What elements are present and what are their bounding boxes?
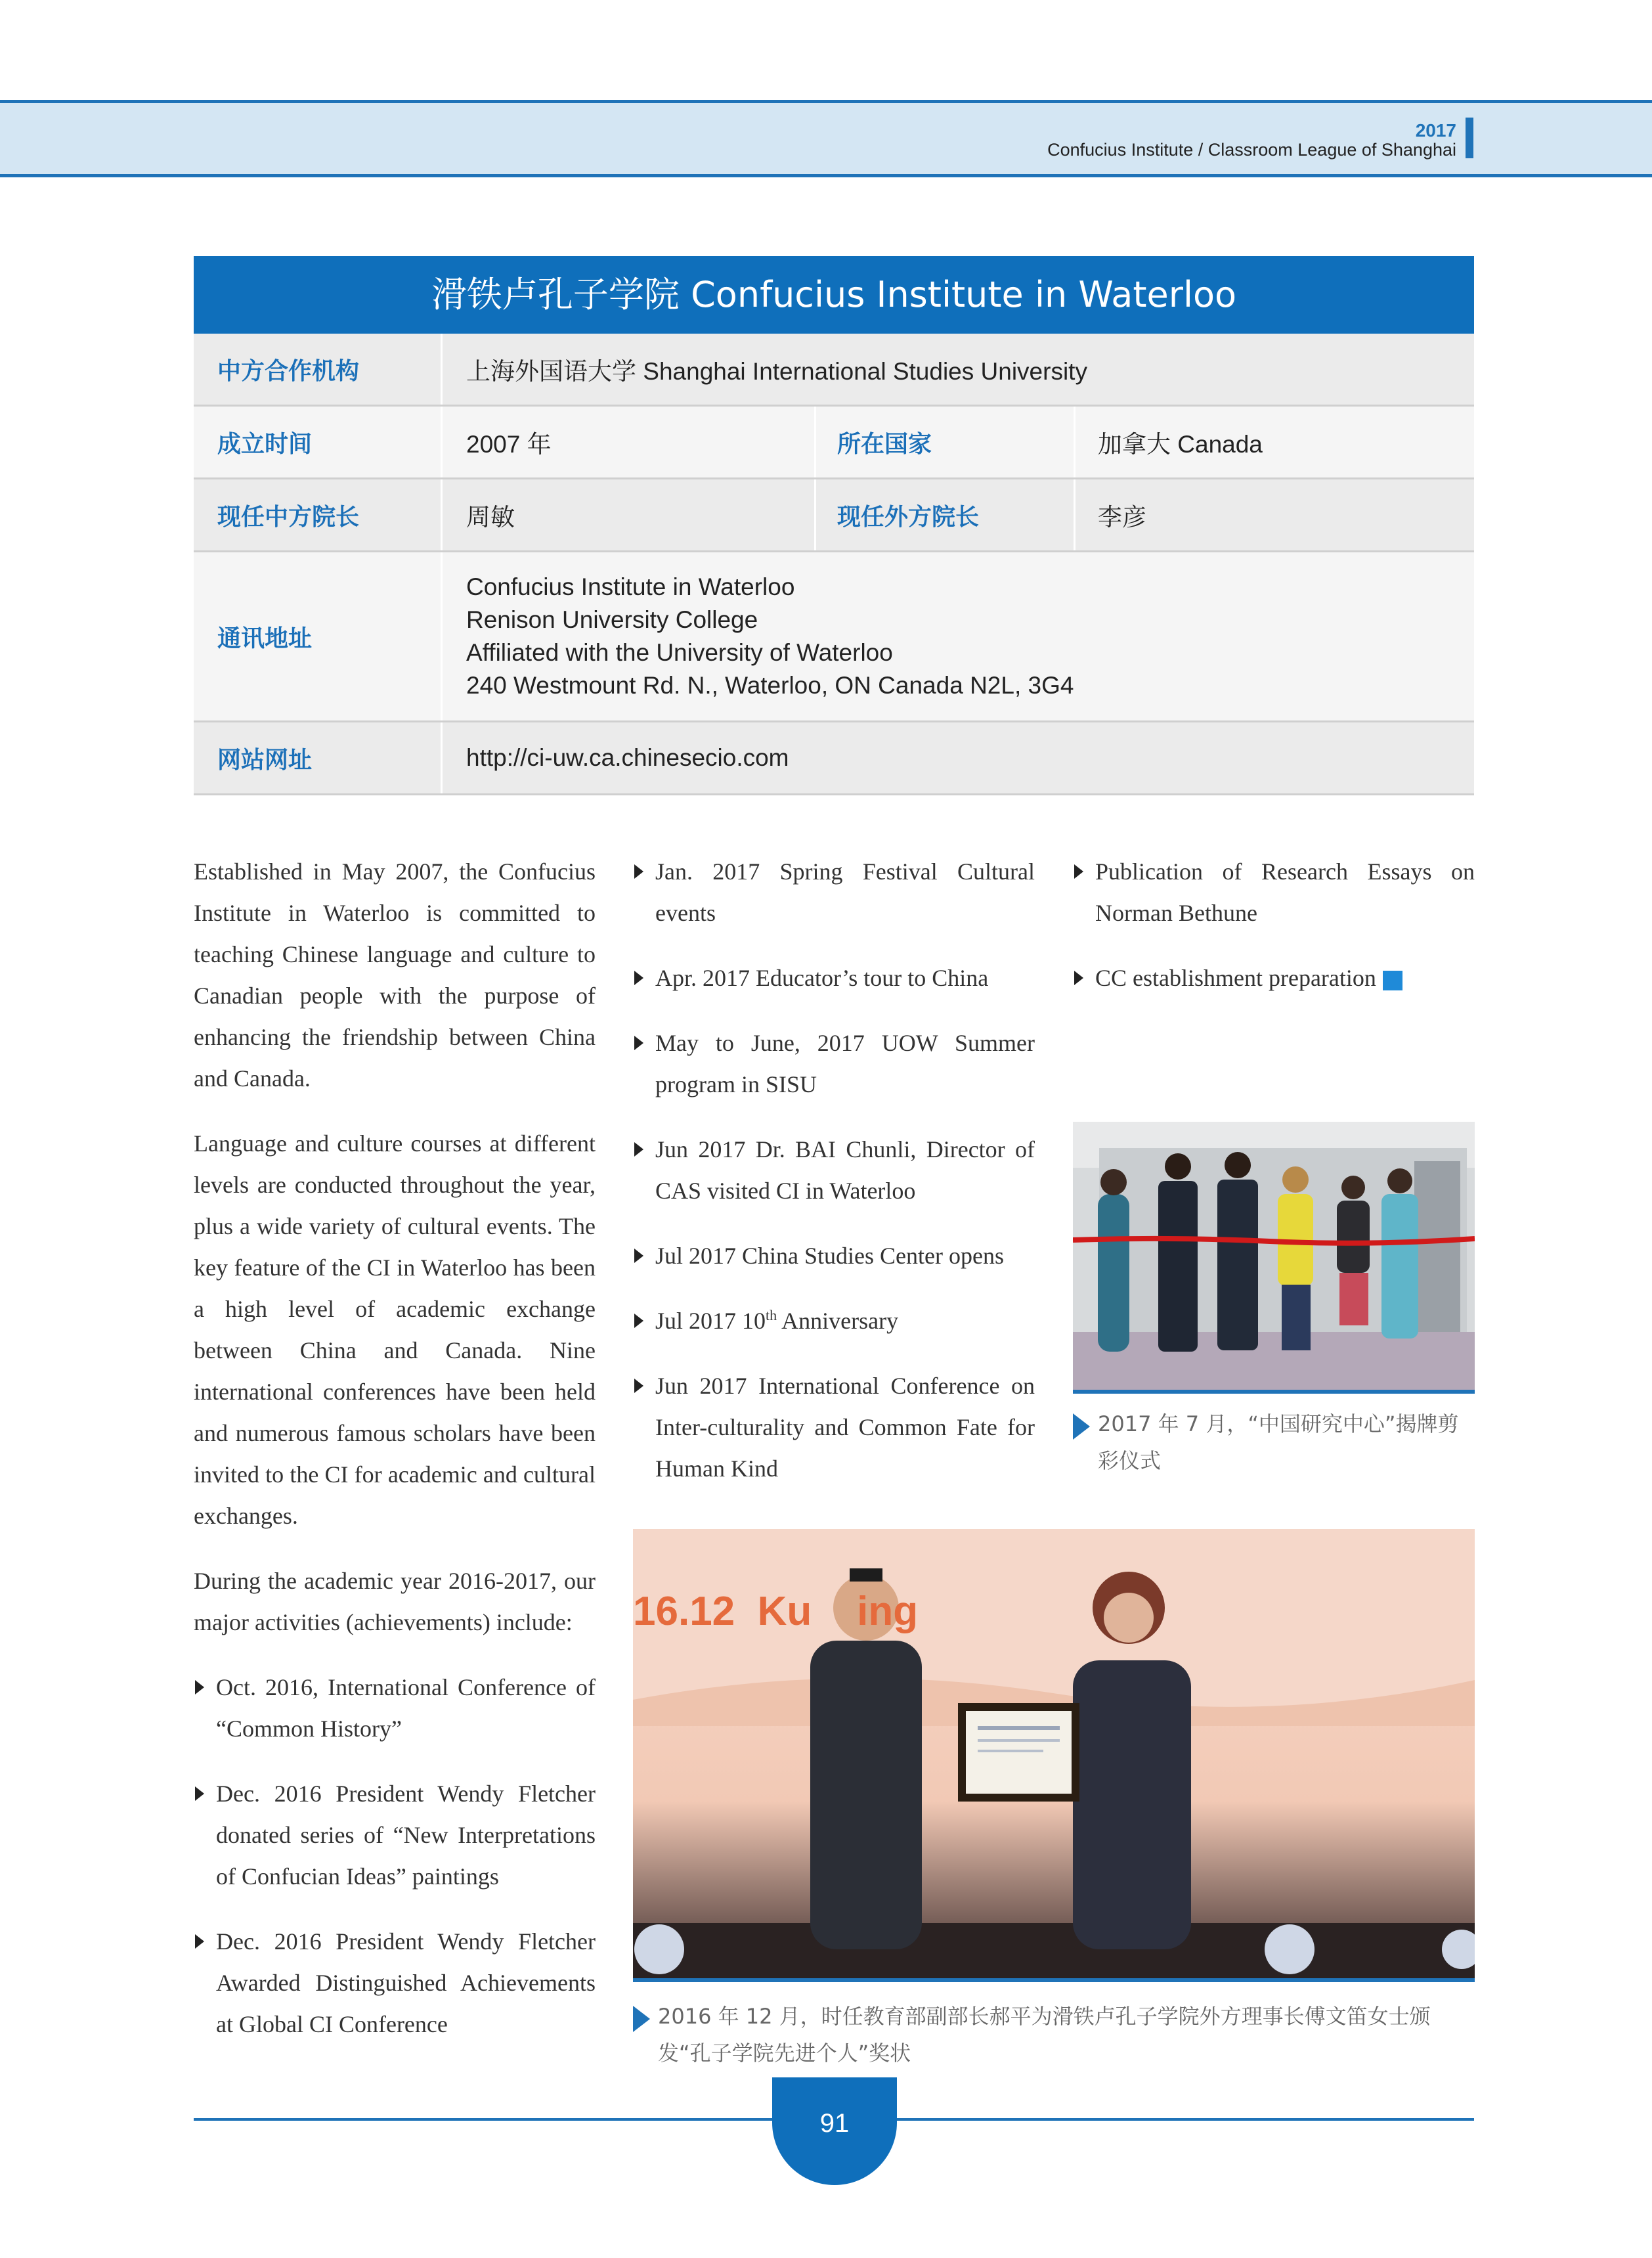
- header-accent-bar: [1466, 118, 1473, 158]
- photo2-caption: [633, 1998, 1475, 2071]
- triangle-bullet-icon: [634, 1379, 643, 1393]
- triangle-bullet-icon: [634, 1142, 643, 1157]
- partner-label: 中方合作机构: [217, 357, 360, 385]
- courses-paragraph: Language and culture courses at different levels are conducted throughout the year, plus a wide variety of cultural events. The key feature of the CI in Waterloo has been a high level of academic exchange between China and Canada. Nine international conferences have been held and numerous famous scholars have been invited to the CI for academic and cultural exchanges.: [194, 1130, 596, 1529]
- triangle-bullet-icon: [634, 864, 643, 879]
- table-row-website: [194, 722, 1474, 795]
- ribbon-cutting-photo: [1073, 1122, 1475, 1394]
- list-item-text: Jun 2017 International Conference on Inter-culturality and Common Fate for Human Kind: [655, 1373, 1035, 1482]
- triangle-bullet-icon: [634, 1314, 643, 1328]
- triangle-bullet-icon: [195, 1786, 204, 1801]
- foreign-director-label: 现任外方院长: [837, 503, 980, 531]
- table-row-directors: [194, 479, 1474, 552]
- activities-intro: During the academic year 2016-2017, our major activities (achievements) include:: [194, 1568, 596, 1635]
- foreign-director-value: 李彦: [1098, 504, 1146, 531]
- triangle-bullet-icon: [1074, 971, 1083, 985]
- list-item-text: Jun 2017 Dr. BAI Chunli, Director of CAS visited CI in Waterloo: [655, 1136, 1035, 1204]
- list-item: [1073, 851, 1475, 934]
- page-header: [0, 100, 1652, 177]
- list-item: [633, 1300, 1035, 1342]
- founded-value: 2007 年: [466, 431, 552, 458]
- table-row-founded: [194, 407, 1474, 479]
- address-line: Renison University College: [466, 606, 758, 633]
- caption-triangle-icon: [633, 2006, 650, 2032]
- anniversary-sup: th: [766, 1307, 777, 1323]
- list-item: [633, 1365, 1035, 1490]
- list-item: [633, 1235, 1035, 1277]
- page-number: 91: [772, 2077, 897, 2185]
- list-item: [633, 1023, 1035, 1105]
- list-item-text: Oct. 2016, International Conference of “Common History”: [216, 1674, 596, 1742]
- header-year: 2017: [1415, 120, 1456, 141]
- triangle-bullet-icon: [195, 1934, 204, 1949]
- list-item: [633, 1129, 1035, 1212]
- triangle-bullet-icon: [634, 1249, 643, 1263]
- address-value: [443, 552, 1474, 720]
- partner-value: 上海外国语大学 Shanghai International Studies University: [466, 358, 1087, 385]
- column-2: [633, 851, 1035, 1513]
- column-3: [1073, 851, 1475, 1023]
- photo2-caption-text: 2016 年 12 月，时任教育部副部长郝平为滑铁卢孔子学院外方理事长傅文笛女士颁发“孔子学院先进个人”奖状: [658, 2004, 1431, 2066]
- list-item-text: May to June, 2017 UOW Summer program in SISU: [655, 1030, 1035, 1097]
- anniversary-post: Anniversary: [777, 1308, 899, 1334]
- caption-triangle-icon: [1073, 1413, 1090, 1440]
- column-1: [194, 851, 596, 2069]
- intro-paragraph: Established in May 2007, the Confucius Institute in Waterloo is committed to teaching Chinese language and culture to Canadian people with the purpose of enhancing the friendship between China and Canada.: [194, 858, 596, 1092]
- address-line: Affiliated with the University of Waterloo: [466, 639, 893, 666]
- table-row-partner: [194, 334, 1474, 407]
- website-link[interactable]: http://ci-uw.ca.chinesecio.com: [466, 744, 789, 771]
- country-value: 加拿大 Canada: [1098, 431, 1263, 458]
- triangle-bullet-icon: [1074, 864, 1083, 879]
- list-item: [1073, 958, 1475, 999]
- list-item-text: CC establishment preparation: [1095, 965, 1376, 991]
- end-square-icon: [1383, 971, 1402, 990]
- list-item-text: Dec. 2016 President Wendy Fletcher Awarded Distinguished Achievements at Global CI Conference: [216, 1928, 596, 2037]
- photo1-caption: [1073, 1406, 1475, 1479]
- anniversary-text: [655, 1308, 898, 1334]
- list-item-text: Apr. 2017 Educator’s tour to China: [655, 965, 989, 991]
- header-subtitle: Confucius Institute / Classroom League of Shanghai: [1047, 140, 1456, 160]
- triangle-bullet-icon: [195, 1680, 204, 1694]
- table-row-address: [194, 552, 1474, 722]
- list-item: [194, 1921, 596, 2045]
- cn-director-label: 现任中方院长: [217, 503, 360, 531]
- list-item-text: Jan. 2017 Spring Festival Cultural events: [655, 858, 1035, 926]
- list-item-text: Publication of Research Essays on Norman Bethune: [1095, 858, 1475, 926]
- founded-label: 成立时间: [217, 430, 313, 458]
- list-item-text: Dec. 2016 President Wendy Fletcher donated series of “New Interpretations of Confucian Ideas” paintings: [216, 1781, 596, 1890]
- photo-underline: [633, 1978, 1475, 1982]
- list-item: [194, 1667, 596, 1750]
- cn-director-value: 周敏: [466, 504, 515, 531]
- address-line: Confucius Institute in Waterloo: [466, 573, 795, 600]
- photo1-caption-text: 2017 年 7 月，“中国研究中心”揭牌剪彩仪式: [1098, 1411, 1459, 1473]
- list-item: [194, 1773, 596, 1897]
- info-table: [194, 256, 1474, 795]
- table-title: 滑铁卢孔子学院 Confucius Institute in Waterloo: [194, 256, 1474, 334]
- triangle-bullet-icon: [634, 1036, 643, 1050]
- address-line: 240 Westmount Rd. N., Waterloo, ON Canada N2L, 3G4: [466, 672, 1074, 699]
- address-label: 通讯地址: [217, 625, 313, 652]
- triangle-bullet-icon: [634, 971, 643, 985]
- website-label: 网站网址: [217, 746, 313, 774]
- banner-text: 16.12 Ku ing: [633, 1589, 919, 1634]
- country-label: 所在国家: [837, 430, 932, 458]
- photo-underline: [1073, 1390, 1475, 1394]
- list-item-text: Jul 2017 China Studies Center opens: [655, 1243, 1004, 1269]
- award-ceremony-photo: [633, 1529, 1475, 1982]
- anniversary-pre: Jul 2017 10: [655, 1308, 766, 1334]
- list-item: [633, 958, 1035, 999]
- list-item: [633, 851, 1035, 934]
- ribbon-cutting-image: [1073, 1122, 1475, 1394]
